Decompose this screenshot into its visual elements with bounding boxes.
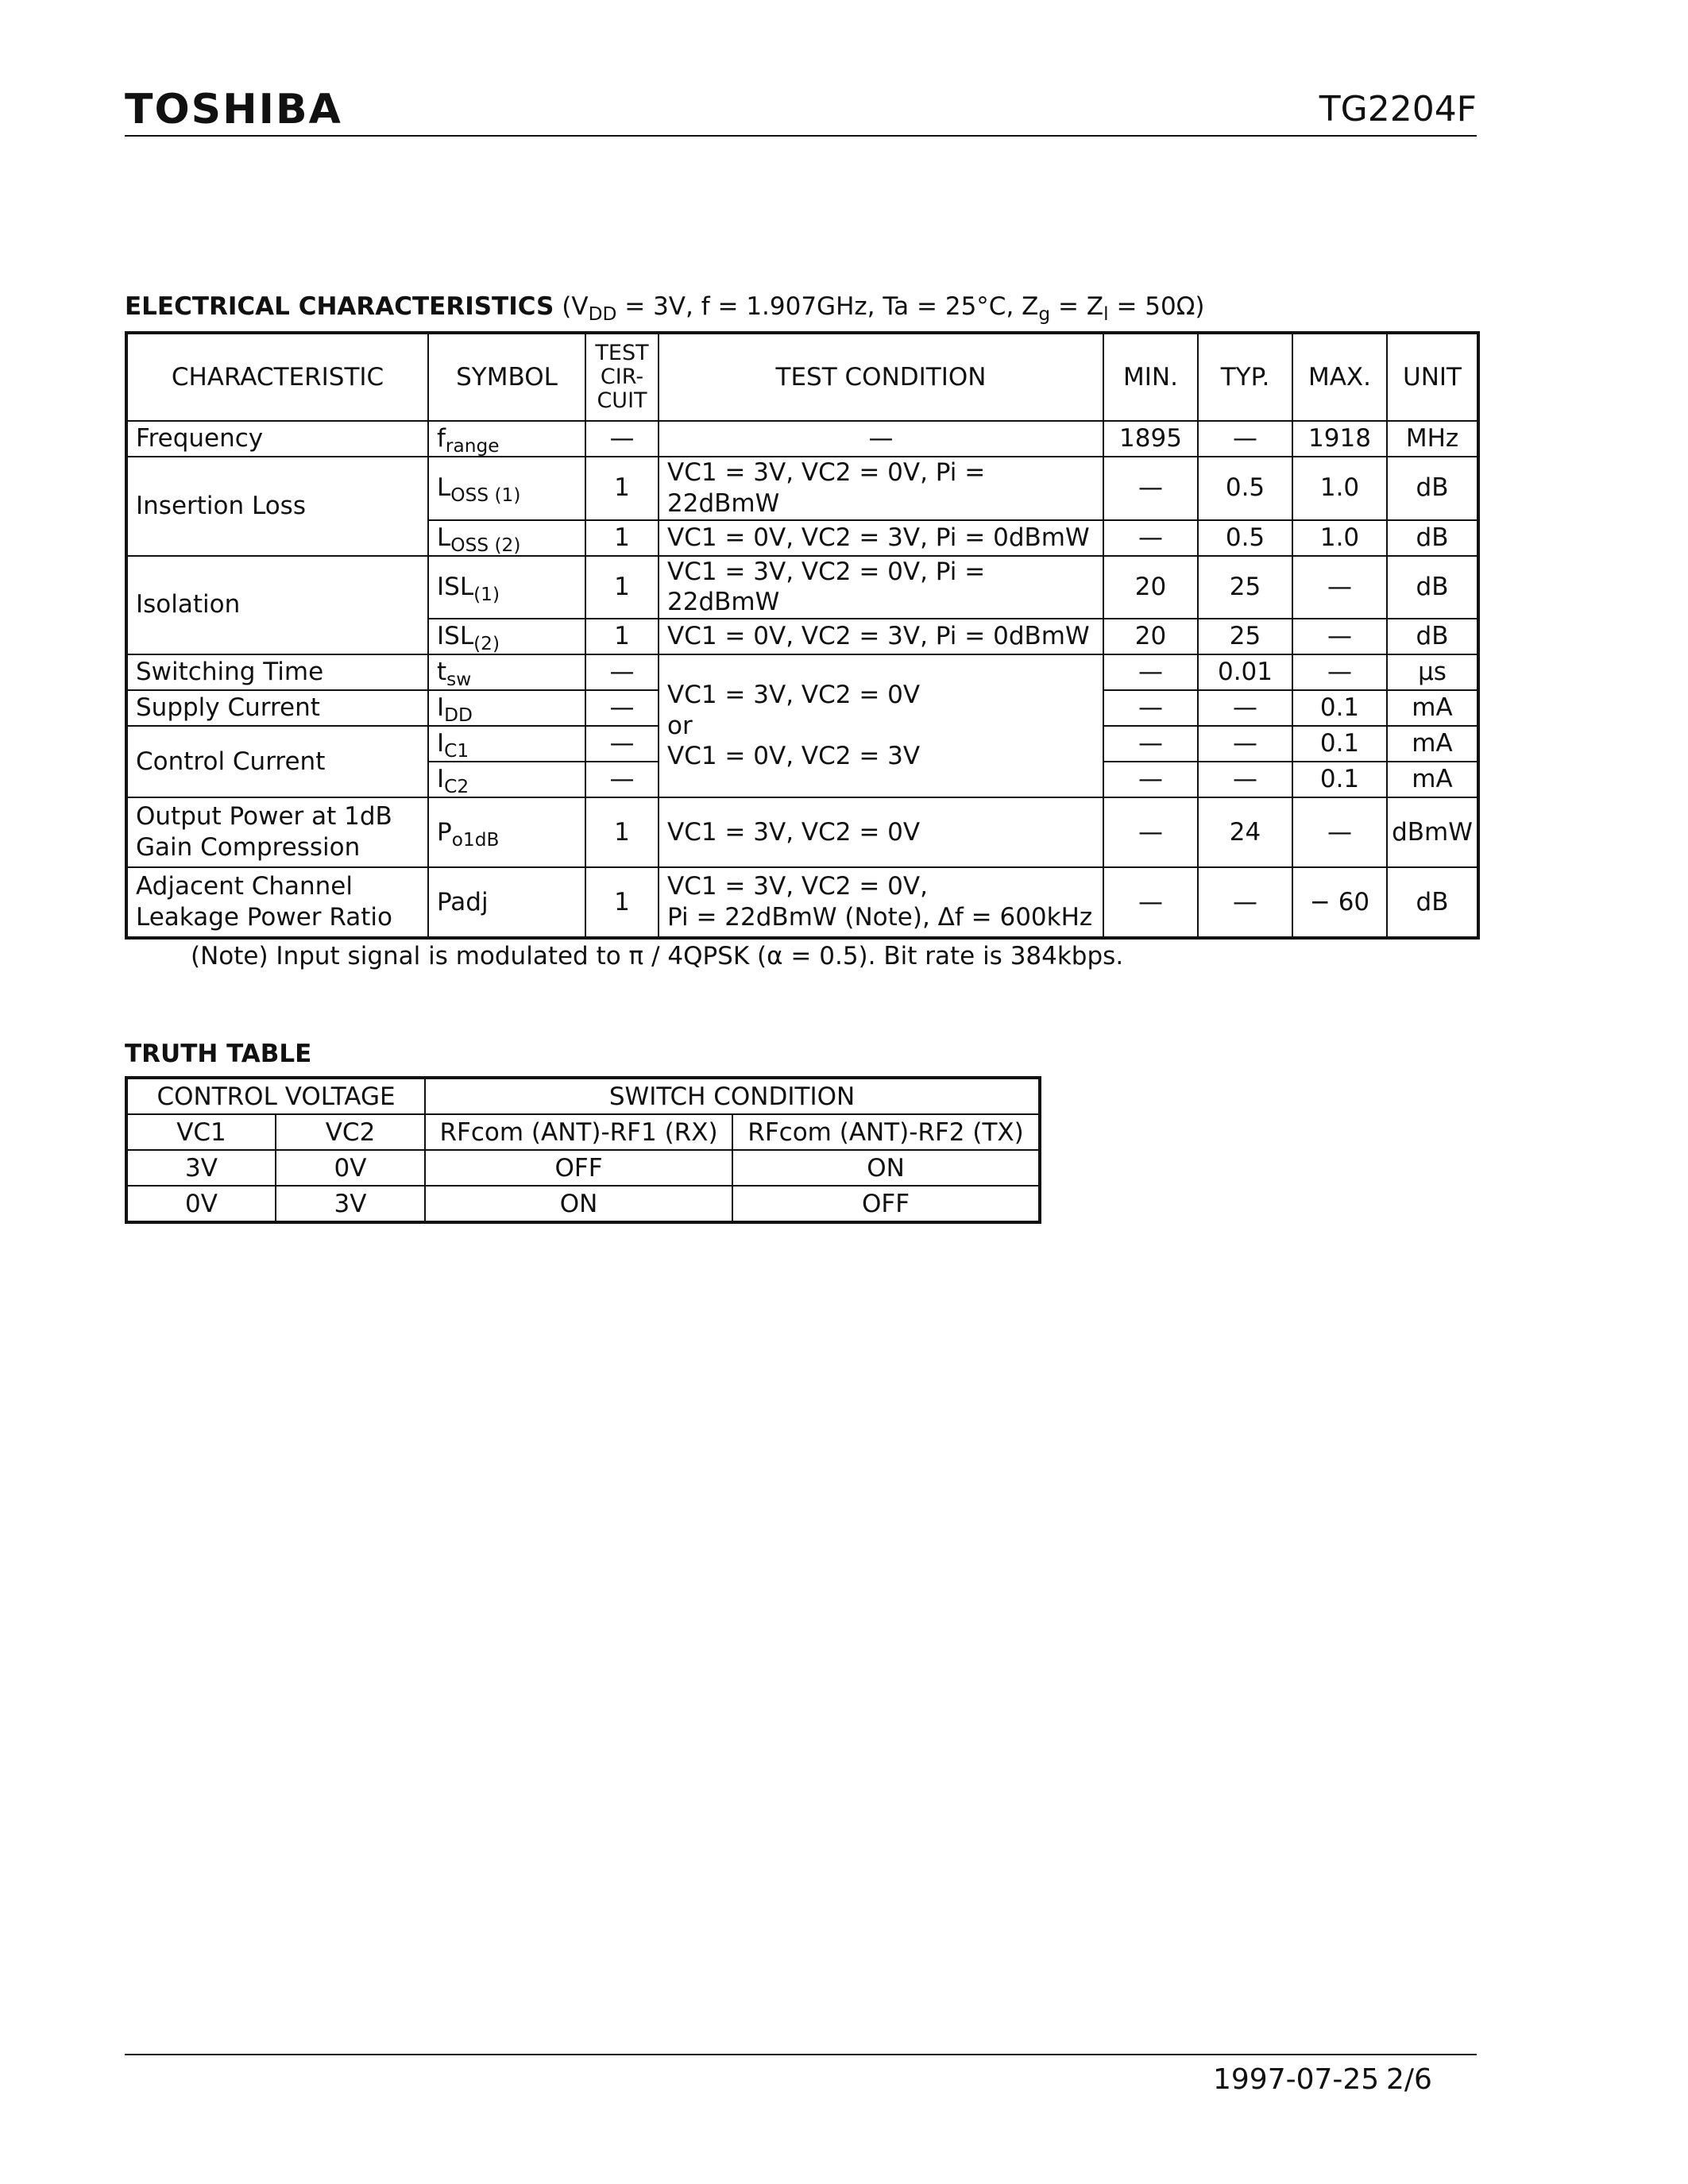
sym-sub: C2: [444, 776, 469, 798]
table-row: [126, 797, 1478, 867]
circuit-cell: —: [585, 421, 659, 457]
sym-sub: OSS (2): [450, 534, 521, 556]
cond-vdd-val: = 3V,: [616, 292, 701, 321]
max-cell: —: [1292, 654, 1387, 690]
header-rx: RFcom (ANT)-RF1 (RX): [425, 1114, 732, 1150]
truth-table-title: TRUTH TABLE: [125, 1040, 312, 1068]
char-isolation: Isolation: [126, 556, 428, 655]
char-line2: Leakage Power Ratio: [136, 903, 392, 932]
circuit-cell: 1: [585, 797, 659, 867]
char-supply-current: Supply Current: [126, 690, 428, 726]
cond-zl-sub: l: [1103, 303, 1109, 325]
rx-cell: ON: [425, 1186, 732, 1222]
header-tx: RFcom (ANT)-RF2 (TX): [732, 1114, 1040, 1150]
col-characteristic: CHARACTERISTIC: [126, 333, 428, 421]
condition-cell: VC1 = 3V, VC2 = 0V, Pi = 22dBmW: [659, 457, 1103, 520]
typ-cell: 25: [1198, 556, 1292, 619]
sym-ic1: [428, 726, 585, 762]
unit-cell: dB: [1387, 867, 1478, 938]
vc1-cell: 3V: [126, 1150, 276, 1186]
cond-ta: Ta = 25°C,: [883, 292, 1022, 321]
vc1-cell: 0V: [126, 1186, 276, 1222]
char-line1: Adjacent Channel: [136, 872, 353, 901]
brand-logo: TOSHIBA: [125, 86, 342, 133]
col-max: MAX.: [1292, 333, 1387, 421]
cond-line2: Pi = 22dBmW (Note), Δf = 600kHz: [667, 903, 1093, 932]
max-cell: —: [1292, 619, 1387, 654]
electrical-table: [125, 331, 1480, 940]
circuit-cell: —: [585, 690, 659, 726]
condition-cell: —: [659, 421, 1103, 457]
sym-sub: (1): [473, 583, 500, 605]
footer-date: 1997-07-25: [1213, 2063, 1380, 2096]
condition-cell: [659, 867, 1103, 938]
min-cell: —: [1103, 457, 1198, 520]
circuit-cell: —: [585, 726, 659, 762]
col-typ: TYP.: [1198, 333, 1292, 421]
cond-eq: =: [1050, 292, 1087, 321]
shared-cond-line1: VC1 = 3V, VC2 = 0V: [667, 680, 921, 709]
rx-cell: OFF: [425, 1150, 732, 1186]
unit-cell: mA: [1387, 726, 1478, 762]
min-cell: —: [1103, 797, 1198, 867]
circuit-cell: —: [585, 762, 659, 797]
header-row: [126, 333, 1478, 421]
char-control-current: Control Current: [126, 726, 428, 797]
unit-cell: dB: [1387, 556, 1478, 619]
cond-z-val: = 50Ω): [1108, 292, 1205, 321]
min-cell: —: [1103, 726, 1198, 762]
min-cell: —: [1103, 690, 1198, 726]
sym-main: ISL: [437, 622, 474, 651]
test-l1: TEST: [595, 341, 649, 366]
char-switching-time: Switching Time: [126, 654, 428, 690]
max-cell: 1.0: [1292, 457, 1387, 520]
typ-cell: 25: [1198, 619, 1292, 654]
sym-loss-2: [428, 520, 585, 556]
note-text: (Note) Input signal is modulated to π / 4QPSK (α = 0.5). Bit rate is 384kbps.: [191, 942, 1124, 970]
unit-cell: MHz: [1387, 421, 1478, 457]
truth-header-row: [126, 1078, 1040, 1114]
typ-cell: 0.01: [1198, 654, 1292, 690]
vc2-cell: 3V: [276, 1186, 425, 1222]
col-test-circuit: [585, 333, 659, 421]
typ-cell: —: [1198, 726, 1292, 762]
circuit-cell: 1: [585, 867, 659, 938]
header-vc2: VC2: [276, 1114, 425, 1150]
min-cell: —: [1103, 520, 1198, 556]
sym-frequency: [428, 421, 585, 457]
sym-sub: (2): [473, 633, 500, 655]
sym-isl-1: [428, 556, 585, 619]
min-cell: 20: [1103, 556, 1198, 619]
sym-sub: DD: [444, 704, 473, 727]
sym-main: ISL: [437, 572, 474, 601]
sym-main: I: [437, 729, 445, 758]
condition-cell: VC1 = 3V, VC2 = 0V, Pi = 22dBmW: [659, 556, 1103, 619]
typ-cell: 24: [1198, 797, 1292, 867]
table-row: [126, 556, 1478, 619]
sym-sub: sw: [446, 669, 472, 691]
shared-condition-cell: [659, 654, 1103, 797]
col-test-condition: TEST CONDITION: [659, 333, 1103, 421]
cond-zl: Z: [1086, 292, 1104, 321]
sym-main: P: [437, 817, 452, 847]
sym-main: L: [437, 523, 451, 552]
cond-freq: f = 1.907GHz,: [701, 292, 883, 321]
shared-cond-line3: VC1 = 0V, VC2 = 3V: [667, 742, 921, 771]
cond-zg: Z: [1022, 292, 1039, 321]
cond-line1: VC1 = 3V, VC2 = 0V,: [667, 872, 928, 901]
table-row: [126, 654, 1478, 690]
sym-isl-2: [428, 619, 585, 654]
min-cell: —: [1103, 654, 1198, 690]
cond-zg-sub: g: [1038, 303, 1051, 325]
char-frequency: Frequency: [126, 421, 428, 457]
header-switch-condition: SWITCH CONDITION: [425, 1078, 1040, 1114]
sym-ic2: [428, 762, 585, 797]
table-row: [126, 1150, 1040, 1186]
unit-cell: dB: [1387, 457, 1478, 520]
circuit-cell: 1: [585, 556, 659, 619]
char-line1: Output Power at 1dB: [136, 802, 392, 832]
max-cell: 0.1: [1292, 762, 1387, 797]
sym-main: f: [437, 424, 446, 453]
char-insertion-loss: Insertion Loss: [126, 457, 428, 556]
max-cell: 1.0: [1292, 520, 1387, 556]
circuit-cell: 1: [585, 619, 659, 654]
header-vc1: VC1: [126, 1114, 276, 1150]
condition-cell: VC1 = 0V, VC2 = 3V, Pi = 0dBmW: [659, 520, 1103, 556]
min-cell: 20: [1103, 619, 1198, 654]
sym-main: L: [437, 473, 451, 503]
test-l2: CIR-: [600, 365, 644, 390]
electrical-title: [125, 292, 1205, 325]
page-number: 2/6: [1386, 2063, 1432, 2096]
sym-loss-1: [428, 457, 585, 520]
table-row: [126, 867, 1478, 938]
table-row: [126, 421, 1478, 457]
cond-vdd-sub: DD: [588, 303, 617, 325]
max-cell: 0.1: [1292, 690, 1387, 726]
typ-cell: —: [1198, 690, 1292, 726]
unit-cell: dBmW: [1387, 797, 1478, 867]
sym-idd: [428, 690, 585, 726]
header-rule: [125, 135, 1477, 137]
char-acpr: [126, 867, 428, 938]
typ-cell: —: [1198, 421, 1292, 457]
sym-sub: OSS (1): [450, 484, 521, 507]
condition-cell: VC1 = 0V, VC2 = 3V, Pi = 0dBmW: [659, 619, 1103, 654]
header-control-voltage: CONTROL VOLTAGE: [126, 1078, 425, 1114]
sym-tsw: [428, 654, 585, 690]
electrical-heading: ELECTRICAL CHARACTERISTICS: [125, 292, 554, 321]
min-cell: —: [1103, 867, 1198, 938]
sym-po1db: [428, 797, 585, 867]
sym-padj: Padj: [428, 867, 585, 938]
col-symbol: SYMBOL: [428, 333, 585, 421]
min-cell: —: [1103, 762, 1198, 797]
max-cell: − 60: [1292, 867, 1387, 938]
sym-main: I: [437, 693, 445, 723]
col-min: MIN.: [1103, 333, 1198, 421]
max-cell: 0.1: [1292, 726, 1387, 762]
char-output-power: [126, 797, 428, 867]
unit-cell: dB: [1387, 520, 1478, 556]
unit-cell: dB: [1387, 619, 1478, 654]
cond-vdd: V: [571, 292, 589, 321]
truth-table: [125, 1076, 1041, 1224]
col-unit: UNIT: [1387, 333, 1478, 421]
sym-main: t: [437, 658, 447, 687]
unit-cell: mA: [1387, 762, 1478, 797]
typ-cell: —: [1198, 762, 1292, 797]
sym-sub: C1: [444, 740, 469, 762]
part-number: TG2204F: [1319, 89, 1477, 129]
table-row: [126, 1186, 1040, 1222]
typ-cell: 0.5: [1198, 520, 1292, 556]
cond-open: (: [562, 292, 572, 321]
shared-cond-line2: or: [667, 711, 693, 740]
sym-sub: range: [445, 435, 500, 457]
unit-cell: μs: [1387, 654, 1478, 690]
sym-sub: o1dB: [451, 828, 500, 851]
circuit-cell: 1: [585, 457, 659, 520]
char-line2: Gain Compression: [136, 833, 361, 862]
circuit-cell: —: [585, 654, 659, 690]
tx-cell: OFF: [732, 1186, 1040, 1222]
table-row: [126, 457, 1478, 520]
circuit-cell: 1: [585, 520, 659, 556]
min-cell: 1895: [1103, 421, 1198, 457]
max-cell: —: [1292, 797, 1387, 867]
condition-cell: VC1 = 3V, VC2 = 0V: [659, 797, 1103, 867]
unit-cell: mA: [1387, 690, 1478, 726]
vc2-cell: 0V: [276, 1150, 425, 1186]
max-cell: 1918: [1292, 421, 1387, 457]
typ-cell: —: [1198, 867, 1292, 938]
tx-cell: ON: [732, 1150, 1040, 1186]
truth-subheader-row: [126, 1114, 1040, 1150]
max-cell: —: [1292, 556, 1387, 619]
sym-main: I: [437, 765, 445, 794]
test-l3: CUIT: [597, 388, 647, 413]
footer-rule: [125, 2054, 1477, 2055]
typ-cell: 0.5: [1198, 457, 1292, 520]
